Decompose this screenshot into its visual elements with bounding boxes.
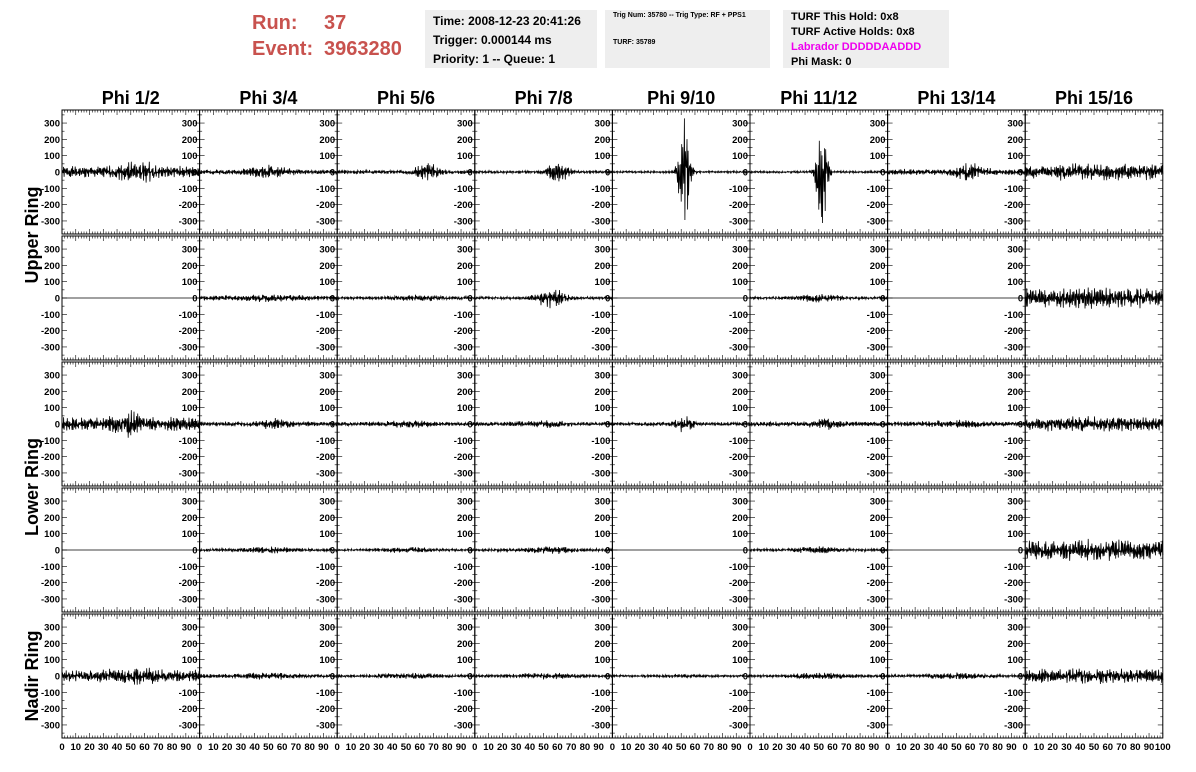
- y-tick-label: -300: [453, 342, 473, 354]
- phi-mask-text: Phi Mask: 0: [791, 56, 852, 68]
- y-tick-label: -300: [866, 342, 886, 354]
- y-tick-label: -300: [591, 216, 611, 228]
- y-tick-label: 300: [456, 244, 473, 256]
- y-tick-label: 300: [869, 496, 886, 508]
- y-tick-label: 300: [181, 622, 198, 634]
- y-tick-label: -200: [1004, 578, 1024, 590]
- y-tick-label: 100: [456, 403, 473, 415]
- y-tick-label: -200: [728, 578, 748, 590]
- y-tick-label: 300: [319, 244, 336, 256]
- y-tick-label: -200: [866, 578, 886, 590]
- y-tick-label: -300: [316, 216, 336, 228]
- row-group-label: Lower Ring: [22, 438, 42, 536]
- column-header: Phi 7/8: [514, 88, 573, 108]
- y-tick-label: 200: [181, 386, 198, 398]
- y-tick-label: -300: [728, 342, 748, 354]
- y-tick-label: -100: [728, 561, 748, 573]
- y-tick-label: -100: [40, 687, 60, 699]
- y-tick-label: -100: [728, 309, 748, 321]
- y-tick-label: 300: [181, 244, 198, 256]
- column-header: Phi 11/12: [780, 88, 858, 108]
- y-tick-label: 300: [869, 118, 886, 130]
- y-tick-label: 0: [329, 671, 336, 683]
- priority-text: Priority: 1 -- Queue: 1: [433, 52, 556, 66]
- y-tick-label: -100: [1004, 435, 1024, 447]
- y-tick-label: -300: [591, 468, 611, 480]
- y-tick-label: 0: [880, 545, 886, 557]
- y-tick-label: 100: [1007, 403, 1024, 415]
- y-tick-label: 100: [319, 655, 336, 667]
- y-tick-label: -200: [453, 578, 473, 590]
- y-tick-label: 0: [54, 671, 60, 683]
- row-group-label: Nadir Ring: [22, 630, 42, 722]
- event-label: Event:: [252, 38, 314, 60]
- y-tick-label: -100: [728, 435, 748, 447]
- y-tick-label: 100: [44, 403, 60, 415]
- y-tick-label: -100: [316, 435, 336, 447]
- y-tick-label: 300: [594, 118, 611, 130]
- y-tick-label: -100: [866, 435, 886, 447]
- trigger-text: Trigger: 0.000144 ms: [433, 33, 552, 47]
- y-tick-label: -200: [40, 704, 60, 716]
- y-tick-label: -100: [453, 435, 473, 447]
- y-tick-label: 200: [594, 134, 611, 146]
- y-tick-label: 100: [732, 151, 748, 163]
- y-tick-label: 200: [594, 386, 611, 398]
- y-tick-label: 100: [732, 403, 748, 415]
- y-tick-label: -200: [591, 326, 611, 338]
- y-tick-label: 300: [594, 244, 611, 256]
- y-tick-label: -300: [178, 216, 198, 228]
- y-tick-label: -100: [40, 183, 60, 195]
- labrador-text: Labrador DDDDDAADDD: [791, 41, 922, 53]
- y-tick-label: 300: [44, 370, 60, 382]
- y-tick-label: -100: [316, 183, 336, 195]
- y-tick-label: 300: [319, 622, 336, 634]
- y-tick-label: 200: [732, 386, 748, 398]
- y-tick-label: 0: [329, 167, 336, 179]
- y-tick-label: 300: [594, 370, 611, 382]
- y-tick-label: -300: [866, 468, 886, 480]
- y-tick-label: 100: [44, 655, 60, 667]
- y-tick-label: -200: [316, 704, 336, 716]
- y-tick-label: 200: [732, 134, 748, 146]
- y-tick-label: 200: [456, 260, 473, 272]
- y-tick-label: 300: [456, 370, 473, 382]
- y-tick-label: 100: [732, 529, 748, 541]
- y-tick-label: 200: [869, 134, 886, 146]
- y-tick-label: 200: [869, 512, 886, 524]
- y-tick-label: -100: [866, 561, 886, 573]
- y-tick-label: -100: [1004, 183, 1024, 195]
- y-tick-label: 0: [467, 293, 473, 305]
- y-tick-label: -100: [866, 183, 886, 195]
- y-tick-label: -100: [316, 309, 336, 321]
- y-tick-label: -200: [178, 200, 198, 212]
- y-tick-label: 0: [605, 293, 611, 305]
- y-tick-label: -300: [40, 216, 60, 228]
- y-tick-label: 0: [605, 545, 611, 557]
- y-tick-label: -300: [453, 216, 473, 228]
- y-tick-label: -200: [40, 578, 60, 590]
- y-tick-label: -200: [453, 326, 473, 338]
- y-tick-label: -300: [728, 594, 748, 606]
- y-tick-label: 200: [44, 134, 60, 146]
- column-header: Phi 15/16: [1054, 88, 1134, 108]
- y-tick-label: 0: [192, 671, 198, 683]
- column-header: Phi 3/4: [239, 88, 298, 108]
- y-tick-label: -200: [178, 704, 198, 716]
- y-tick-label: -100: [453, 183, 473, 195]
- column-header: Phi 5/6: [376, 88, 436, 108]
- y-tick-label: -200: [866, 326, 886, 338]
- y-tick-label: 200: [594, 260, 611, 272]
- y-tick-label: -300: [1004, 594, 1024, 606]
- y-tick-label: -100: [591, 561, 611, 573]
- y-tick-label: 100: [1007, 529, 1024, 541]
- y-tick-label: 200: [732, 260, 748, 272]
- y-tick-label: 100: [44, 529, 60, 541]
- y-tick-label: 0: [1017, 167, 1024, 179]
- y-tick-label: -300: [316, 468, 336, 480]
- y-tick-label: 300: [732, 370, 748, 382]
- y-tick-label: 300: [181, 118, 198, 130]
- y-tick-label: 0: [54, 167, 60, 179]
- y-tick-label: -100: [40, 309, 60, 321]
- y-tick-label: -200: [40, 326, 60, 338]
- y-tick-label: -100: [591, 183, 611, 195]
- y-tick-label: 100: [869, 403, 886, 415]
- y-tick-label: 100: [594, 151, 611, 163]
- y-tick-label: -300: [316, 720, 336, 732]
- y-tick-label: 200: [181, 134, 198, 146]
- y-tick-label: -200: [728, 452, 748, 464]
- y-tick-label: 200: [1007, 260, 1024, 272]
- y-tick-label: 100: [456, 277, 473, 289]
- y-tick-label: -300: [316, 594, 336, 606]
- y-tick-label: -100: [316, 687, 336, 699]
- y-tick-label: 300: [319, 118, 336, 130]
- y-tick-label: 0: [880, 293, 886, 305]
- y-tick-label: -200: [728, 326, 748, 338]
- y-tick-label: 300: [456, 496, 473, 508]
- y-tick-label: -200: [591, 578, 611, 590]
- y-tick-label: 200: [319, 134, 336, 146]
- y-tick-label: 0: [54, 545, 60, 557]
- y-tick-label: -100: [178, 183, 198, 195]
- y-tick-label: -200: [178, 326, 198, 338]
- y-tick-label: 200: [319, 386, 336, 398]
- y-tick-label: -300: [40, 594, 60, 606]
- y-tick-label: 200: [456, 386, 473, 398]
- y-tick-label: 200: [869, 386, 886, 398]
- y-tick-label: -300: [453, 468, 473, 480]
- event-value: 3963280: [324, 38, 402, 60]
- y-tick-label: 0: [467, 167, 473, 179]
- column-header: Phi 13/14: [917, 88, 996, 108]
- y-tick-label: -300: [866, 216, 886, 228]
- y-tick-label: 200: [456, 134, 473, 146]
- y-tick-label: -100: [728, 183, 748, 195]
- y-tick-label: -100: [40, 561, 60, 573]
- y-tick-label: -200: [453, 452, 473, 464]
- y-tick-label: -300: [453, 594, 473, 606]
- y-tick-label: -200: [591, 200, 611, 212]
- y-tick-label: -200: [866, 452, 886, 464]
- y-tick-label: 300: [869, 370, 886, 382]
- y-tick-label: 100: [319, 151, 336, 163]
- y-tick-label: -300: [40, 468, 60, 480]
- y-tick-label: 300: [44, 622, 60, 634]
- y-tick-label: -100: [591, 309, 611, 321]
- y-tick-label: 300: [456, 118, 473, 130]
- turf-num-text: TURF: 35789: [613, 39, 656, 46]
- y-tick-label: -100: [178, 561, 198, 573]
- y-tick-label: 300: [1007, 370, 1024, 382]
- y-tick-label: -200: [40, 452, 60, 464]
- y-tick-label: -300: [316, 342, 336, 354]
- y-tick-label: 200: [1007, 386, 1024, 398]
- y-tick-label: 100: [181, 529, 198, 541]
- y-tick-label: -200: [178, 452, 198, 464]
- y-tick-label: -100: [866, 309, 886, 321]
- y-tick-label: 100: [181, 403, 198, 415]
- y-tick-label: 100: [44, 151, 60, 163]
- y-tick-label: 100: [594, 403, 611, 415]
- y-tick-label: -200: [40, 200, 60, 212]
- y-tick-label: 200: [1007, 134, 1024, 146]
- y-tick-label: 100: [1007, 277, 1024, 289]
- time-text: Time: 2008-12-23 20:41:26: [433, 14, 581, 28]
- y-tick-label: -200: [1004, 452, 1024, 464]
- row-group-label: Upper Ring: [22, 186, 42, 284]
- y-tick-label: -200: [1004, 326, 1024, 338]
- y-tick-label: -200: [316, 326, 336, 338]
- y-tick-label: -200: [453, 200, 473, 212]
- y-tick-label: 0: [1017, 293, 1024, 305]
- y-tick-label: 300: [1007, 496, 1024, 508]
- y-tick-label: -300: [591, 342, 611, 354]
- y-tick-label: 300: [319, 370, 336, 382]
- turf-this-hold-text: TURF This Hold: 0x8: [791, 11, 899, 23]
- y-tick-label: 0: [192, 545, 198, 557]
- y-tick-label: 200: [44, 638, 60, 650]
- y-tick-label: -100: [453, 309, 473, 321]
- y-tick-label: -200: [591, 452, 611, 464]
- y-tick-label: 300: [732, 244, 748, 256]
- y-tick-label: -200: [316, 452, 336, 464]
- y-tick-label: -300: [178, 720, 198, 732]
- y-tick-label: 300: [181, 370, 198, 382]
- y-tick-label: -200: [178, 578, 198, 590]
- turf-active-holds-text: TURF Active Holds: 0x8: [791, 26, 915, 38]
- y-tick-label: 200: [181, 260, 198, 272]
- y-tick-label: -200: [866, 200, 886, 212]
- y-tick-label: -100: [40, 435, 60, 447]
- y-tick-label: 100: [456, 151, 473, 163]
- trig-num-text: Trig Num: 35780 -- Trig Type: RF + PPS1: [613, 12, 746, 19]
- y-tick-label: 0: [742, 167, 748, 179]
- y-tick-label: 300: [594, 496, 611, 508]
- y-tick-label: 100: [181, 151, 198, 163]
- y-tick-label: 300: [1007, 118, 1024, 130]
- y-tick-label: 100: [44, 277, 60, 289]
- y-tick-label: 200: [319, 512, 336, 524]
- y-tick-label: -300: [1004, 468, 1024, 480]
- y-tick-label: 300: [44, 496, 60, 508]
- y-tick-label: 200: [319, 260, 336, 272]
- y-tick-label: -300: [40, 720, 60, 732]
- y-tick-label: -300: [728, 216, 748, 228]
- y-tick-label: 0: [329, 419, 336, 431]
- y-tick-label: 0: [1017, 419, 1024, 431]
- y-tick-label: -200: [316, 200, 336, 212]
- y-tick-label: 200: [319, 638, 336, 650]
- y-tick-label: 200: [181, 512, 198, 524]
- y-tick-label: -100: [591, 435, 611, 447]
- y-tick-label: -200: [316, 578, 336, 590]
- y-tick-label: 300: [869, 244, 886, 256]
- y-tick-label: 0: [192, 293, 198, 305]
- y-tick-label: -300: [40, 342, 60, 354]
- y-tick-label: 200: [456, 512, 473, 524]
- y-tick-label: -300: [1004, 342, 1024, 354]
- y-tick-label: 100: [594, 529, 611, 541]
- y-tick-label: -100: [1004, 309, 1024, 321]
- y-tick-label: -300: [178, 342, 198, 354]
- y-tick-label: 0: [605, 167, 611, 179]
- y-tick-label: 200: [44, 386, 60, 398]
- y-tick-label: 0: [192, 167, 198, 179]
- y-tick-label: 200: [869, 260, 886, 272]
- y-tick-label: 300: [1007, 244, 1024, 256]
- y-tick-label: -300: [178, 594, 198, 606]
- y-tick-label: 300: [319, 496, 336, 508]
- y-tick-label: 0: [742, 419, 748, 431]
- y-tick-label: 0: [54, 419, 60, 431]
- y-tick-label: 200: [44, 260, 60, 272]
- y-tick-label: 100: [319, 277, 336, 289]
- y-tick-label: -100: [316, 561, 336, 573]
- y-tick-label: 100: [181, 655, 198, 667]
- y-tick-label: -200: [728, 200, 748, 212]
- y-tick-label: 0: [1017, 545, 1024, 557]
- y-tick-label: -100: [178, 435, 198, 447]
- y-tick-label: -100: [178, 687, 198, 699]
- y-tick-label: 100: [319, 529, 336, 541]
- y-tick-label: 100: [1007, 151, 1024, 163]
- y-tick-label: 200: [1007, 512, 1024, 524]
- y-tick-label: 100: [594, 277, 611, 289]
- y-tick-label: 300: [732, 118, 748, 130]
- column-header: Phi 1/2: [101, 88, 160, 108]
- y-tick-label: -300: [591, 594, 611, 606]
- y-tick-label: 0: [467, 419, 473, 431]
- y-tick-label: 100: [456, 529, 473, 541]
- y-tick-label: 300: [44, 118, 60, 130]
- y-tick-label: 100: [732, 277, 748, 289]
- y-tick-label: 0: [54, 293, 60, 305]
- y-tick-label: 0: [192, 419, 198, 431]
- y-tick-label: 0: [742, 545, 748, 557]
- y-tick-label: 100: [869, 277, 886, 289]
- y-tick-label: 100: [181, 277, 198, 289]
- y-tick-label: 100: [319, 403, 336, 415]
- column-header: Phi 9/10: [647, 88, 716, 108]
- y-tick-label: -300: [866, 594, 886, 606]
- y-tick-label: 0: [467, 545, 473, 557]
- y-tick-label: 100: [869, 529, 886, 541]
- y-tick-label: 0: [880, 419, 886, 431]
- y-tick-label: 200: [594, 512, 611, 524]
- y-tick-label: 0: [329, 545, 336, 557]
- y-tick-label: -100: [178, 309, 198, 321]
- y-tick-label: 200: [44, 512, 60, 524]
- y-tick-label: -200: [1004, 200, 1024, 212]
- y-tick-label: 300: [44, 244, 60, 256]
- y-tick-label: 0: [605, 419, 611, 431]
- y-tick-label: -100: [453, 561, 473, 573]
- y-tick-label: 200: [732, 512, 748, 524]
- y-tick-label: 300: [732, 496, 748, 508]
- y-tick-label: 300: [181, 496, 198, 508]
- run-label: Run:: [252, 12, 298, 34]
- y-tick-label: -100: [1004, 561, 1024, 573]
- y-tick-label: 0: [329, 293, 336, 305]
- y-tick-label: 0: [880, 167, 886, 179]
- y-tick-label: 100: [869, 151, 886, 163]
- y-tick-label: 200: [181, 638, 198, 650]
- y-tick-label: 0: [742, 293, 748, 305]
- run-value: 37: [324, 12, 347, 34]
- y-tick-label: -300: [1004, 216, 1024, 228]
- y-tick-label: -300: [728, 468, 748, 480]
- y-tick-label: -300: [178, 468, 198, 480]
